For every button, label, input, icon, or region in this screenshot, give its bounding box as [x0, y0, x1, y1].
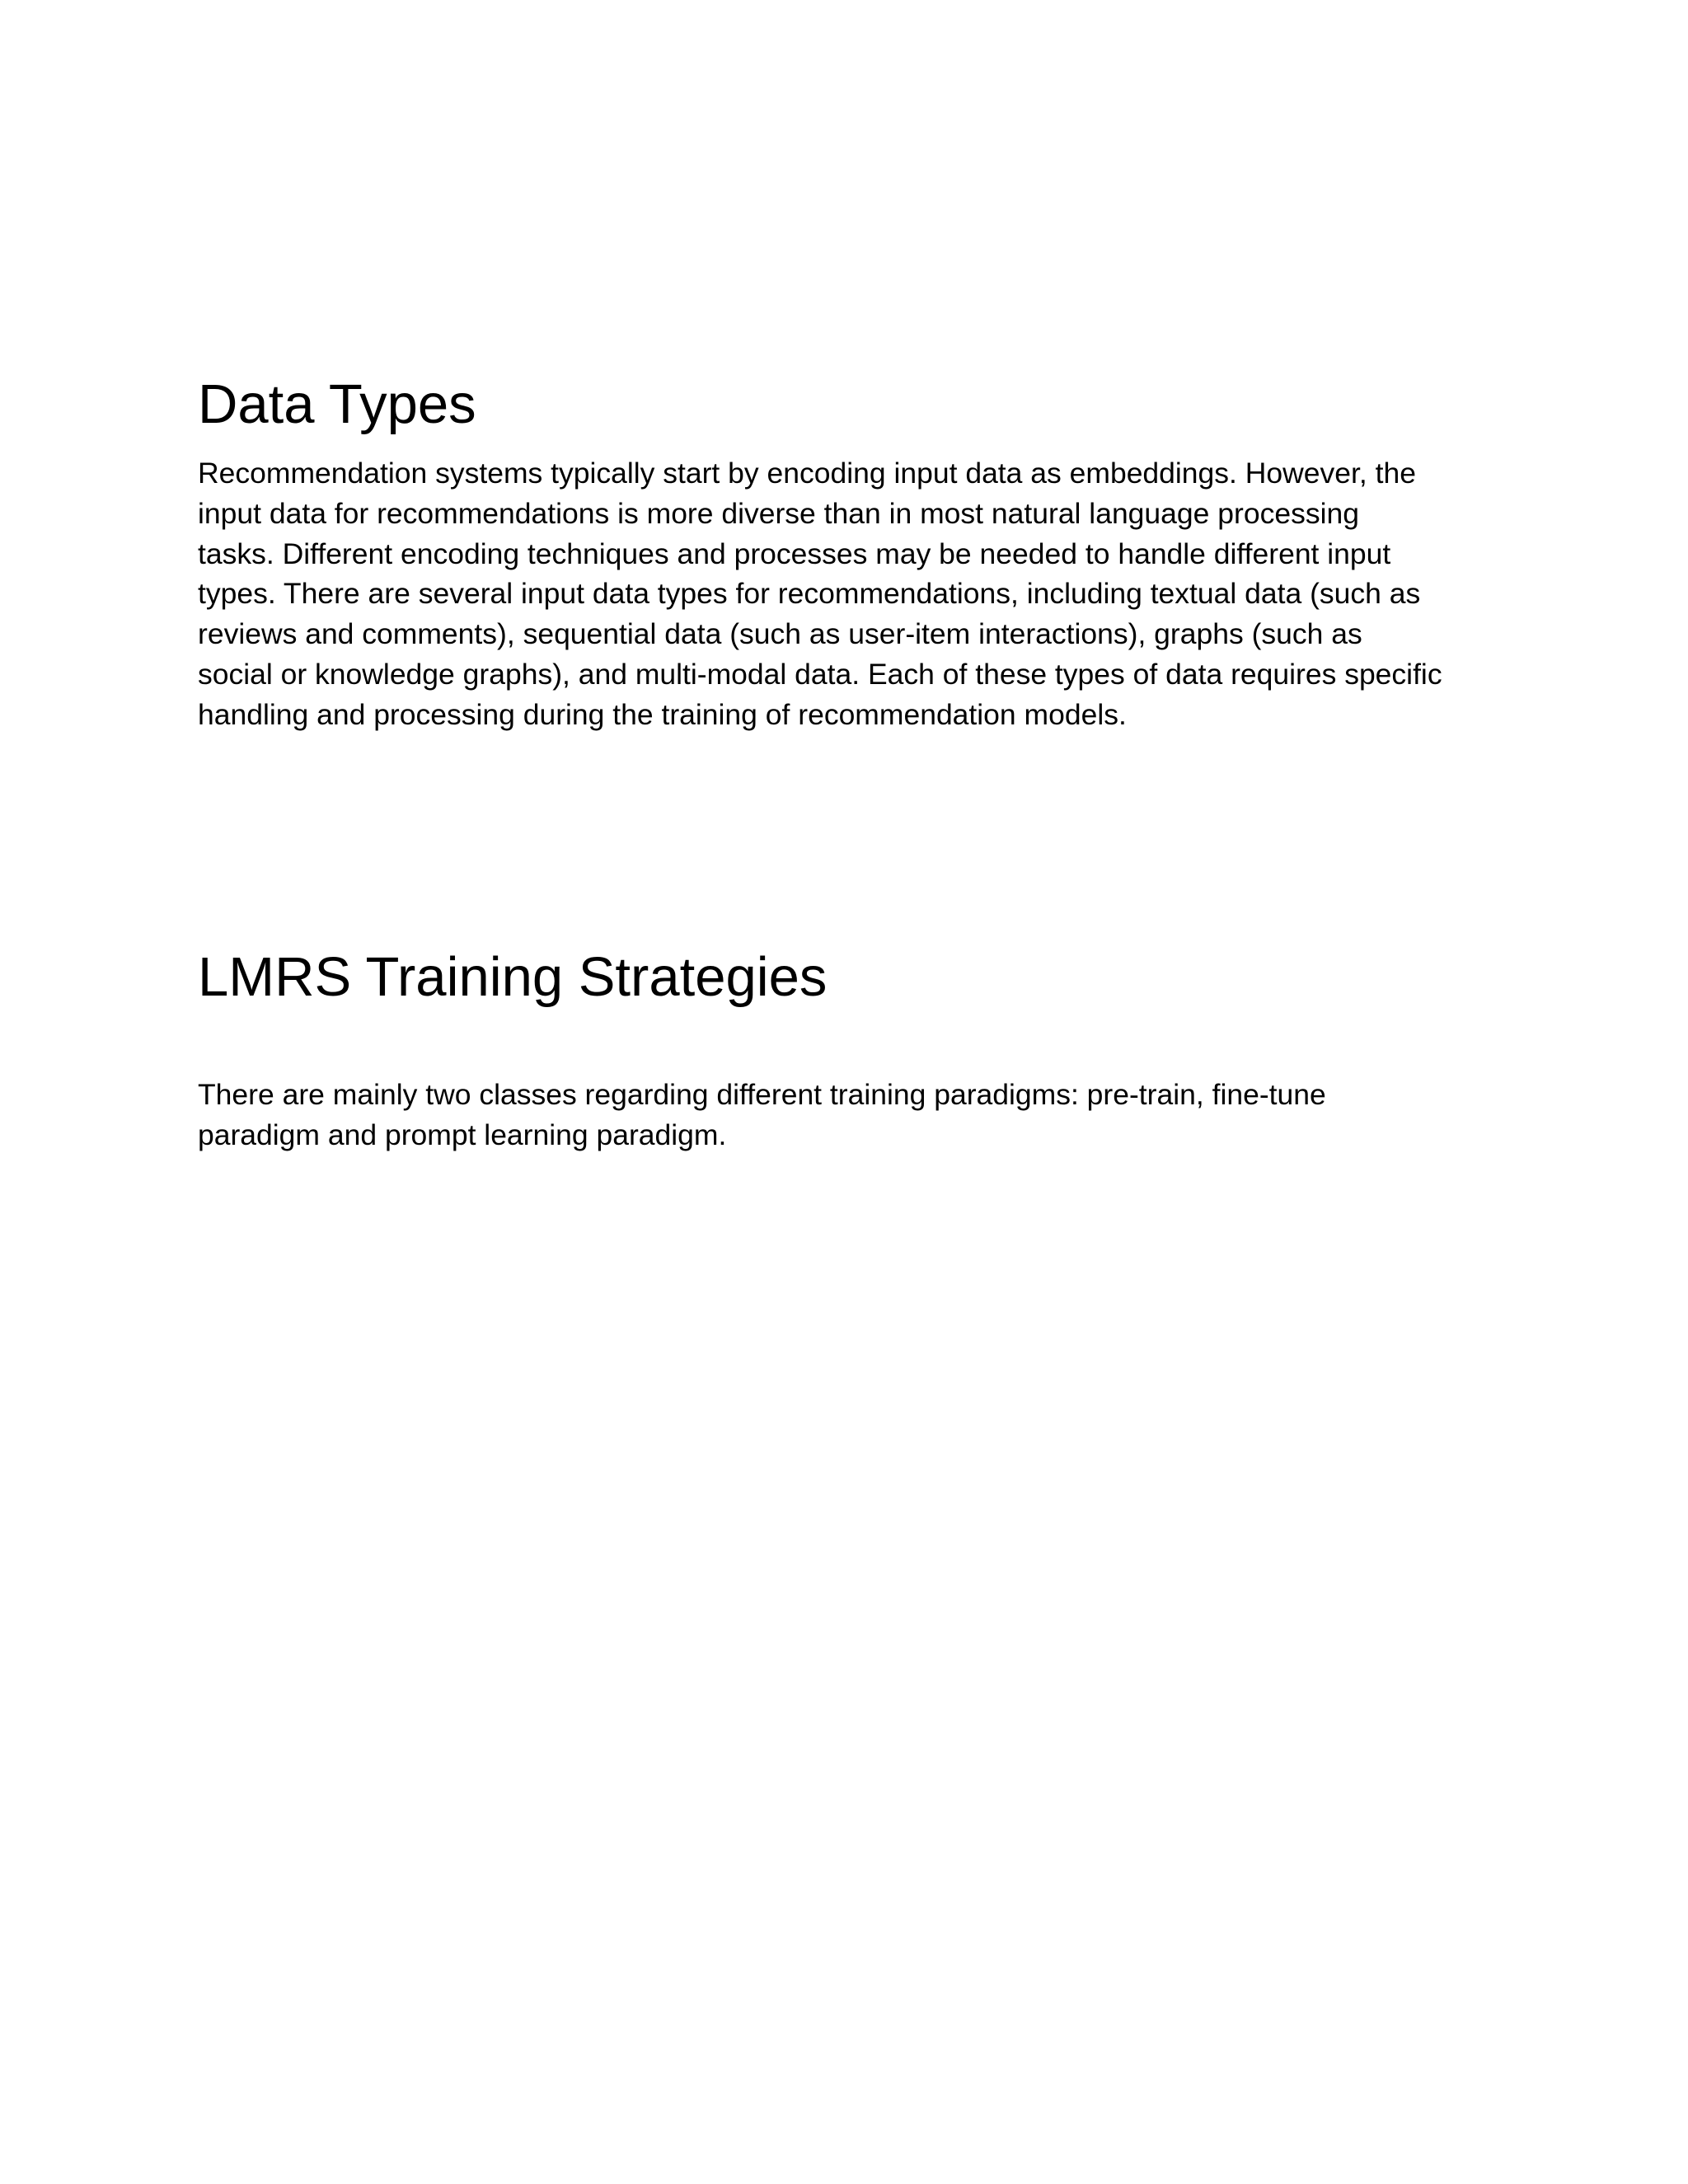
- paragraph-line: There are mainly two classes regarding different training paradigms: pre-train, fine-tune: [198, 1078, 1326, 1111]
- paragraph-line: reviews and comments), sequential data (such as user-item interactions), graphs (such as: [198, 617, 1362, 651]
- section-heading: LMRS Training Strategies: [198, 946, 828, 1008]
- paragraph-line: input data for recommendations is more diverse than in most natural language processing: [198, 496, 1359, 530]
- section-heading: Data Types: [198, 373, 476, 435]
- paragraph-line: Recommendation systems typically start by encoding input data as embeddings. However, the: [198, 457, 1416, 490]
- section-paragraph: [198, 453, 1500, 735]
- paragraph-line: handling and processing during the training of recommendation models.: [198, 697, 1127, 731]
- paragraph-line: types. There are several input data types for recommendations, including textual data (such as: [198, 577, 1421, 611]
- paragraph-line: social or knowledge graphs), and multi-modal data. Each of these types of data requires specific: [198, 657, 1442, 691]
- paragraph-line: paradigm and prompt learning paradigm.: [198, 1118, 727, 1151]
- paragraph-line: tasks. Different encoding techniques and processes may be needed to handle different input: [198, 537, 1391, 570]
- section-paragraph: [198, 1075, 1500, 1155]
- section-data-types: [198, 373, 1500, 735]
- section-lmrs-training-strategies: [198, 945, 1500, 1155]
